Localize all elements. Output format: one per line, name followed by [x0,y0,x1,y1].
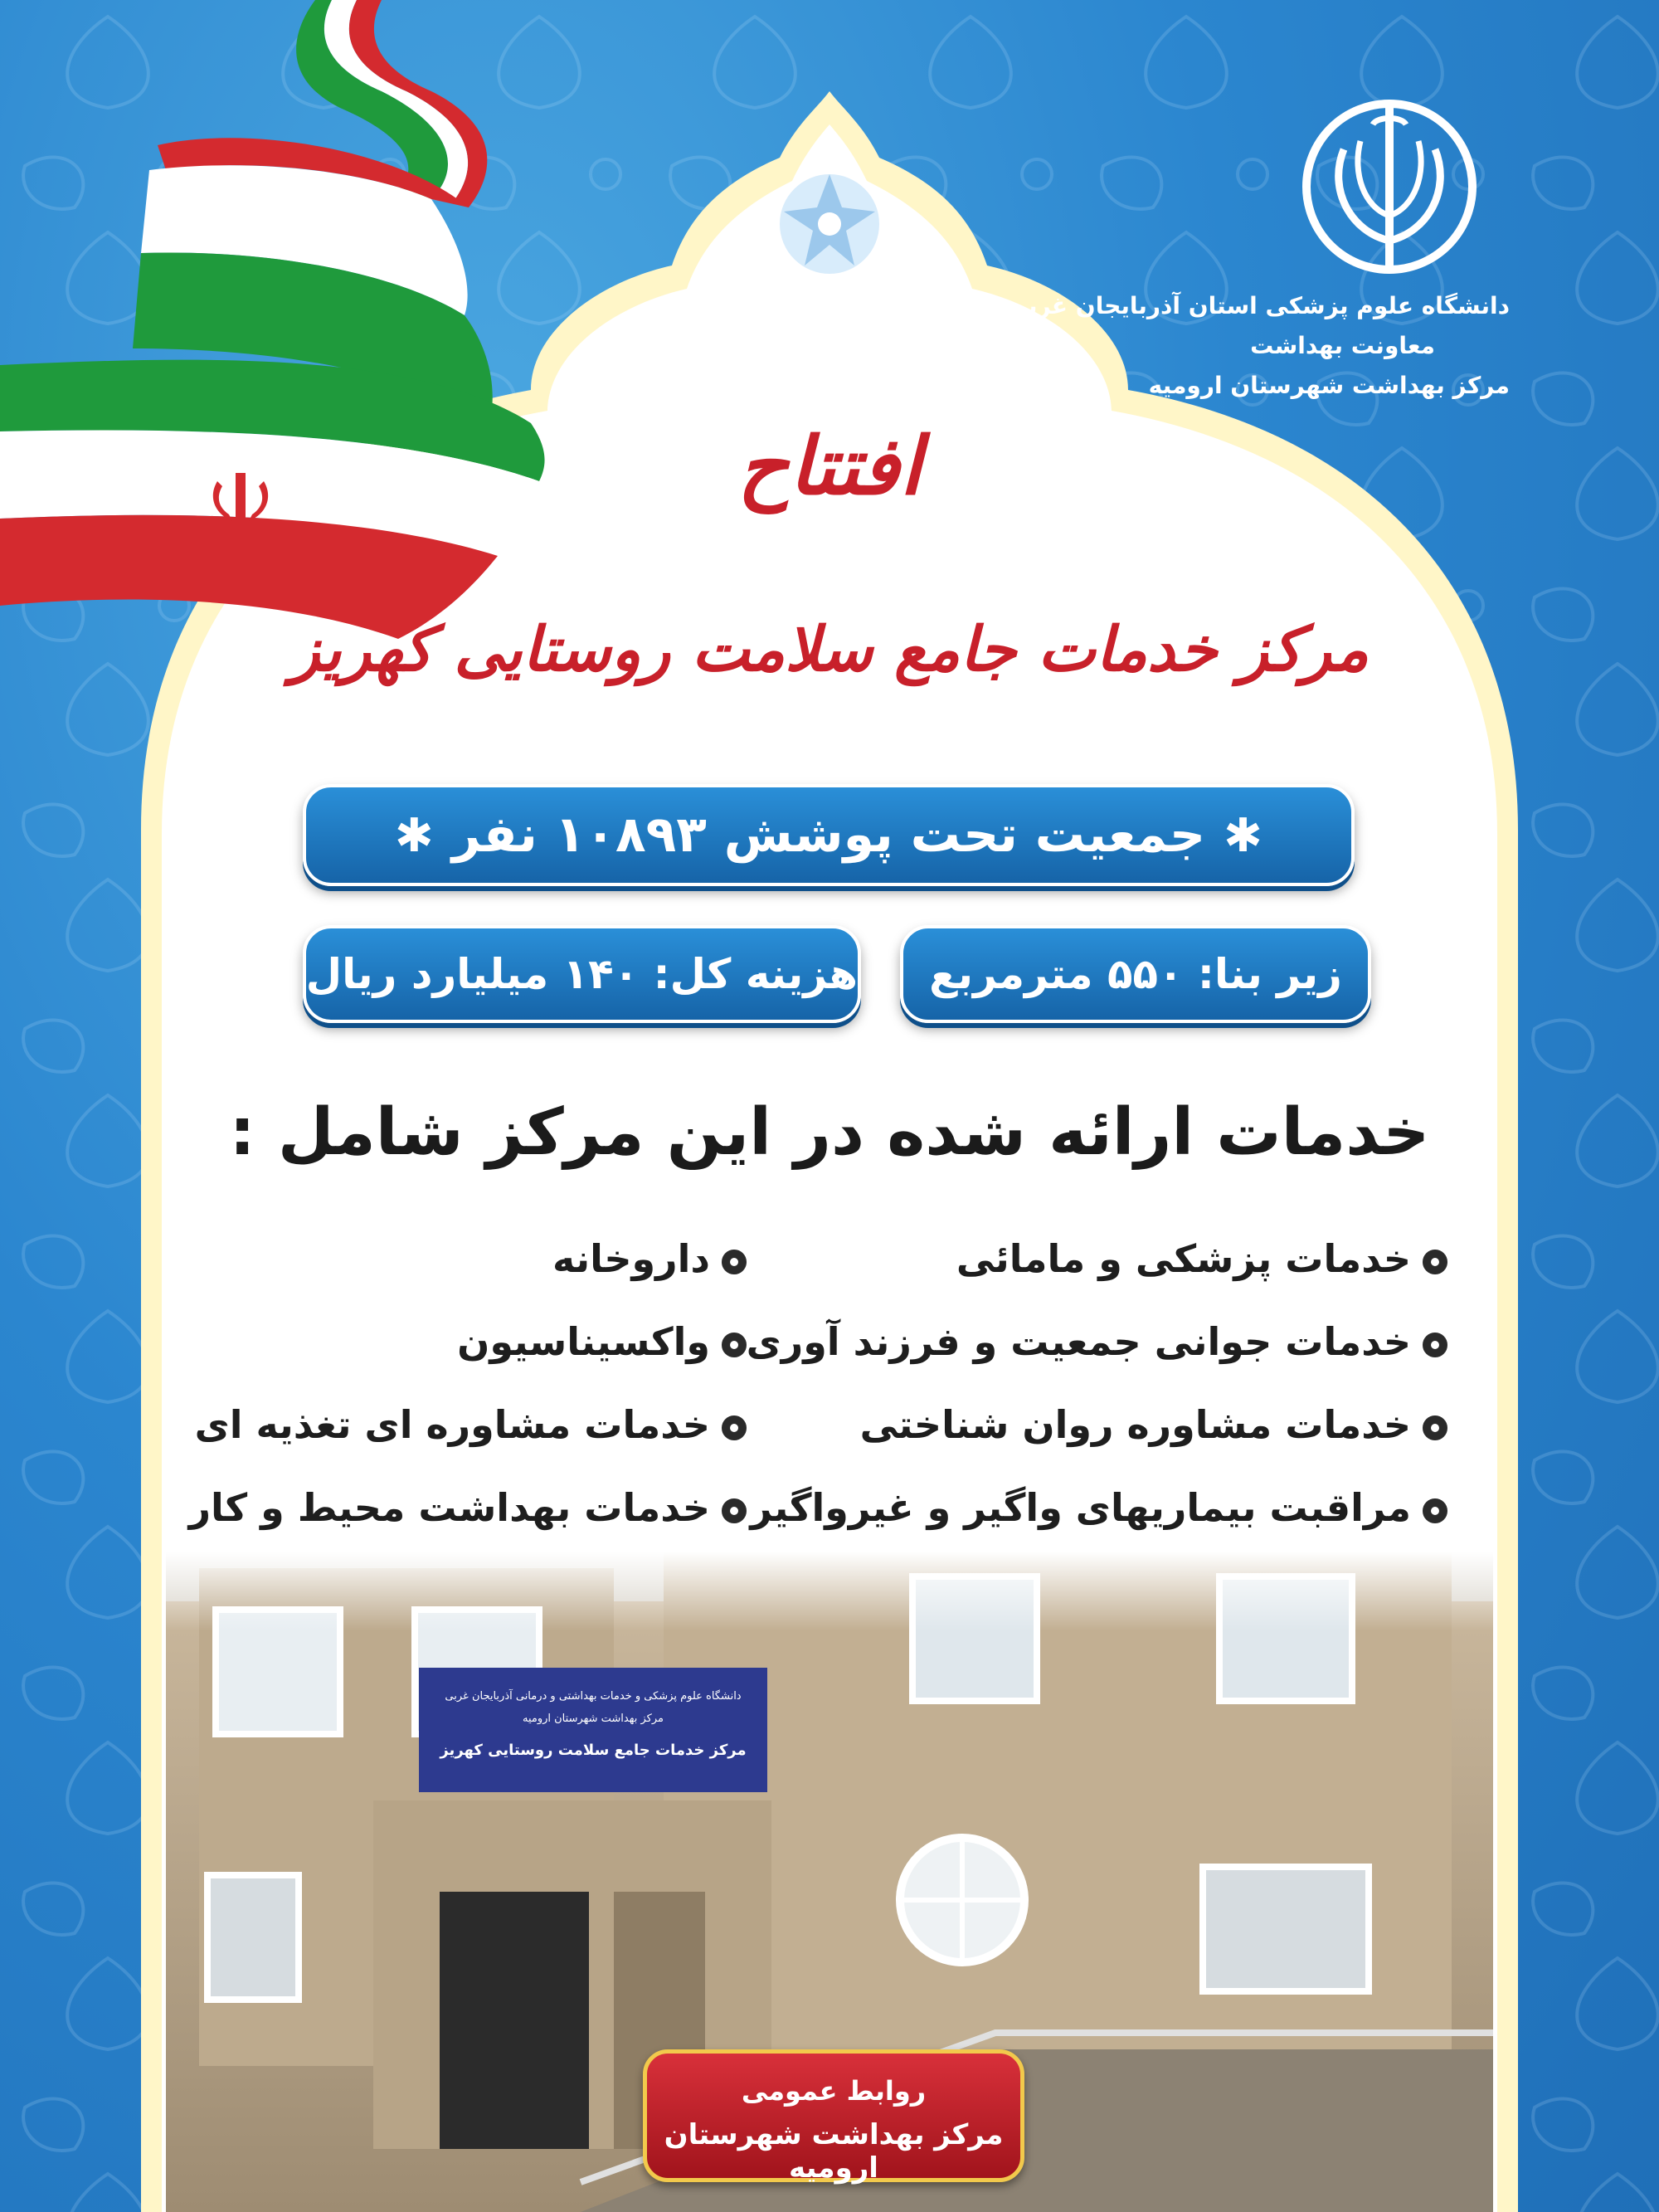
population-pill [303,784,1355,886]
list-item: خدمات جوانی جمعیت و فرزند آوری [747,1319,1447,1364]
area-pill [900,925,1371,1023]
health-center-name: مرکز بهداشت شهرستان ارومیه [1148,372,1510,399]
university-name: دانشگاه علوم پزشکی استان آذربایجان غربی [1005,292,1510,319]
center-name-title: مرکز خدمات جامع سلامت روستایی کهریز [290,614,1369,685]
bullet-icon [1423,1415,1447,1440]
list-item: مراقبت بیماریهای واگیر و غیرواگیر [750,1485,1447,1530]
population-text: جمعیت تحت پوشش ۱۰۸۹۳ نفر [451,806,1206,864]
opening-title: افتتاح [737,419,922,513]
asterisk-icon: ✱ [1224,809,1263,863]
services-heading: خدمات ارائه شده در این مرکز شامل : [229,1095,1430,1170]
list-item: داروخانه [552,1236,747,1281]
deputy-name: معاونت بهداشت [1250,332,1435,359]
bullet-icon [722,1333,747,1357]
list-item: خدمات مشاوره روان شناختی [860,1402,1447,1447]
list-item: خدمات پزشکی و مامائی [956,1236,1447,1281]
list-item: خدمات بهداشت محیط و کار [189,1485,747,1530]
flag-ribbon-icon [0,0,630,647]
ornament-icon [780,174,879,274]
bullet-icon [722,1498,747,1523]
footer-line-2: مرکز بهداشت شهرستان ارومیه [664,2118,1004,2185]
cost-pill [303,925,861,1023]
bullet-icon [1423,1498,1447,1523]
university-emblem-icon [1294,91,1485,282]
cost-text: هزینه کل: ۱۴۰ میلیارد ریال [305,950,858,998]
public-relations-badge [643,2049,1024,2185]
bullet-icon [1423,1250,1447,1274]
area-text: زیر بنا: ۵۵۰ مترمربع [929,950,1342,998]
bullet-icon [722,1415,747,1440]
list-item: واکسیناسیون [457,1319,747,1364]
footer-line-1: روابط عمومی [741,2075,927,2107]
list-item: خدمات مشاوره ای تغذیه ای [195,1402,747,1447]
asterisk-icon: ✱ [394,809,434,863]
bullet-icon [1423,1333,1447,1357]
bullet-icon [722,1250,747,1274]
